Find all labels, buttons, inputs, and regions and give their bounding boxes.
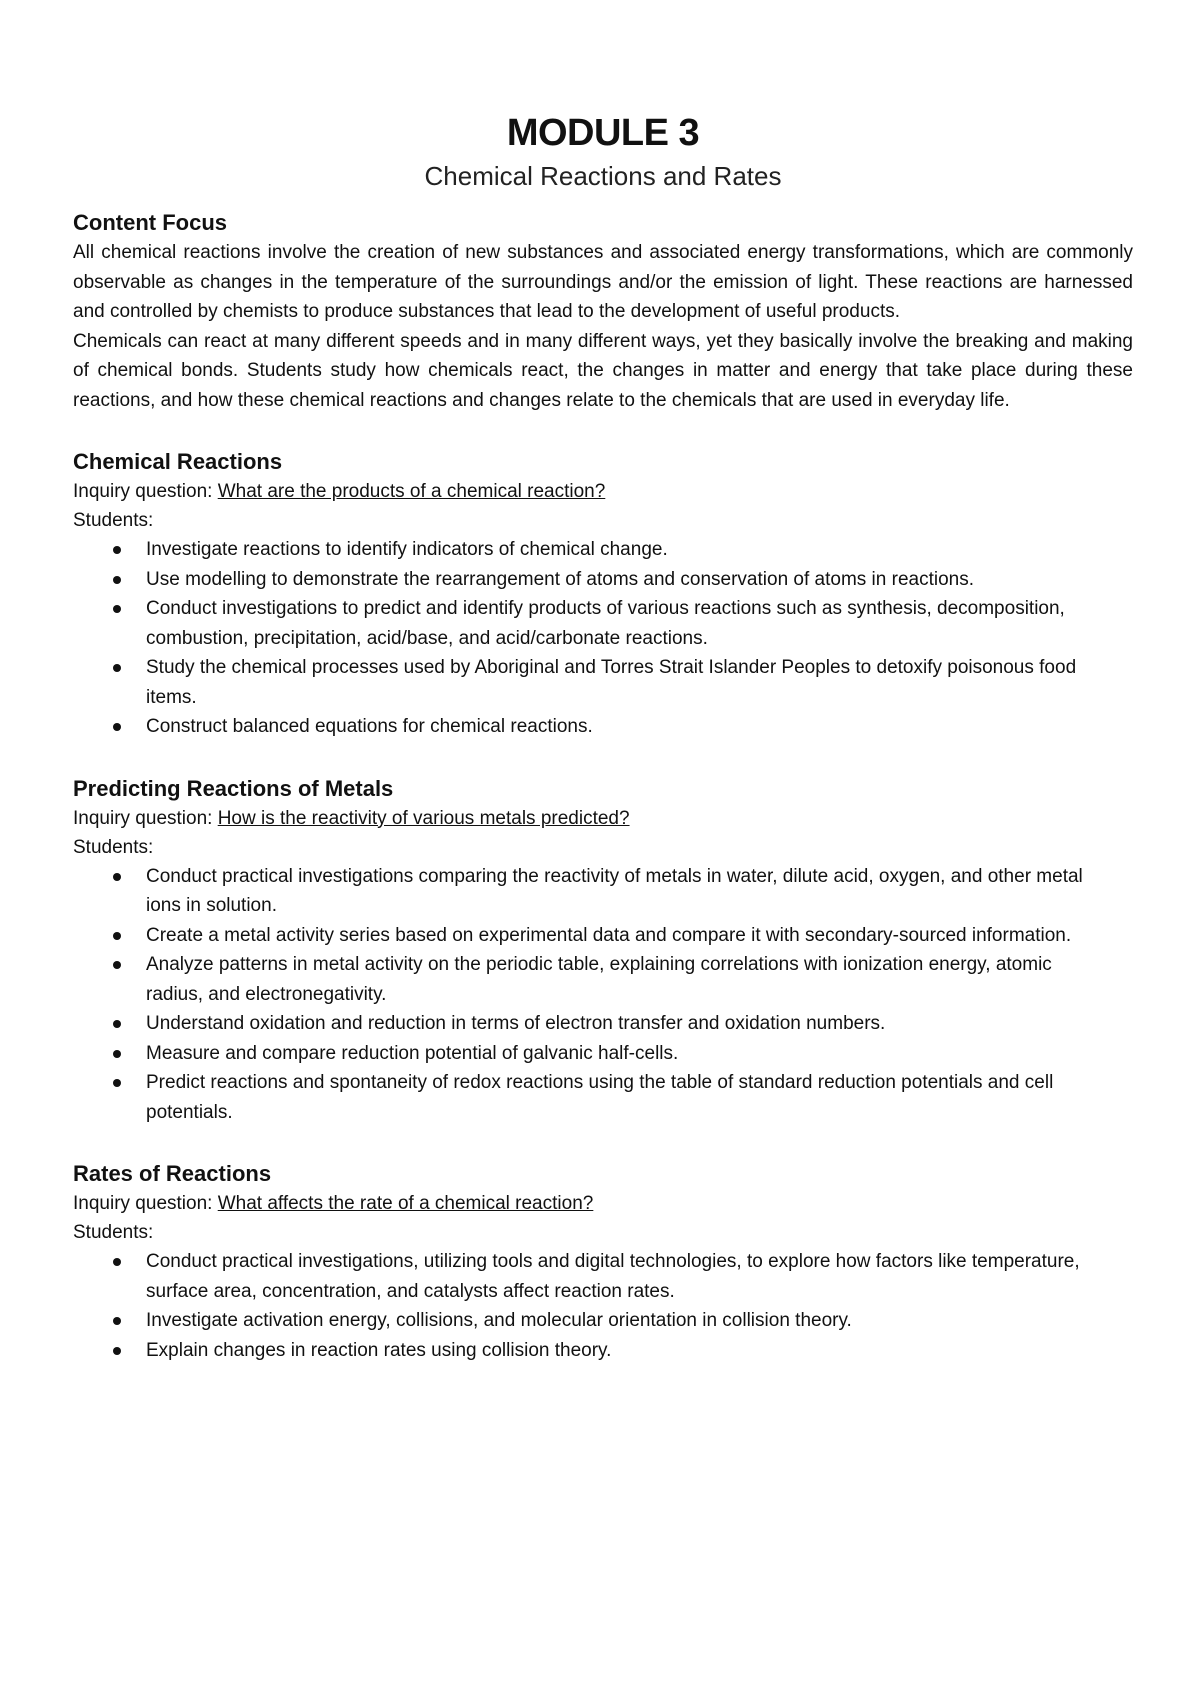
inquiry-label: Inquiry question: — [73, 807, 218, 829]
section-chemical-reactions — [73, 447, 1133, 742]
list-item: Construct balanced equations for chemical reactions. — [146, 712, 1133, 742]
section-predicting-reactions-of-metals — [73, 774, 1133, 1128]
inquiry-question: How is the reactivity of various metals predicted? — [217, 807, 630, 829]
list-item: Measure and compare reduction potential of galvanic half-cells. — [146, 1039, 1133, 1069]
inquiry-line — [73, 1189, 1133, 1218]
content-focus-heading: Content Focus — [73, 210, 227, 235]
list-item: Conduct investigations to predict and identify products of various reactions such as synthesis, decomposition, combustion, precipitation, acid/base, and acid/carbonate reactions. — [146, 594, 1133, 653]
list-item: Predict reactions and spontaneity of redox reactions using the table of standard reduction potentials and cell potentials. — [146, 1068, 1133, 1127]
list-item: Investigate activation energy, collisions, and molecular orientation in collision theory. — [146, 1306, 1133, 1336]
section-heading: Chemical Reactions — [73, 449, 283, 474]
inquiry-line — [73, 477, 1133, 506]
list-item: Explain changes in reaction rates using collision theory. — [146, 1336, 1133, 1366]
bullet-list — [73, 1247, 1133, 1365]
inquiry-question: What affects the rate of a chemical reaction? — [217, 1193, 594, 1214]
list-item: Understand oxidation and reduction in terms of electron transfer and oxidation numbers. — [146, 1009, 1133, 1039]
list-item: Use modelling to demonstrate the rearrangement of atoms and conservation of atoms in reactions. — [146, 565, 1133, 595]
list-item: Analyze patterns in metal activity on the periodic table, explaining correlations with ionization energy, atomic radius, and electronegativity. — [146, 950, 1133, 1009]
list-item: Conduct practical investigations comparing the reactivity of metals in water, dilute acid, oxygen, and other metal ions in solution. — [146, 862, 1133, 921]
content-focus-paragraph: Chemicals can react at many different speeds and in many different ways, yet they basically involve the breaking and making of chemical bonds. Students study how chemicals react, the changes in matter and energy that take place during these reactions, and how these chemical reactions and changes relate to the chemicals that are used in everyday life. — [73, 330, 1133, 411]
inquiry-question: What are the products of a chemical reaction? — [217, 481, 606, 502]
bullet-list — [73, 535, 1133, 742]
document-page — [73, 108, 1133, 1365]
section-rates-of-reactions — [73, 1159, 1133, 1365]
page-title: MODULE 3 — [506, 112, 700, 154]
section-heading: Predicting Reactions of Metals — [73, 775, 394, 801]
list-item: Study the chemical processes used by Aboriginal and Torres Strait Islander Peoples to detoxify poisonous food items. — [146, 653, 1133, 712]
content-focus-paragraph: All chemical reactions involve the creation of new substances and associated energy transformations, which are commonly observable as changes in the temperature of the surroundings and/or the emission of light. These reactions are harnessed and controlled by chemists to produce substances that lead to the development of useful products. — [73, 242, 1133, 322]
inquiry-line — [73, 804, 1133, 833]
students-label: Students: — [73, 836, 154, 858]
content-focus-section — [73, 208, 1133, 415]
list-item: Create a metal activity series based on experimental data and compare it with secondary-sourced information. — [146, 921, 1133, 951]
inquiry-label: Inquiry question: — [73, 481, 218, 502]
bullet-list — [73, 862, 1133, 1128]
page-subtitle: Chemical Reactions and Rates — [424, 161, 782, 191]
list-item: Investigate reactions to identify indicators of chemical change. — [146, 535, 1133, 565]
students-label: Students: — [73, 510, 154, 531]
students-label: Students: — [73, 1222, 154, 1243]
list-item: Conduct practical investigations, utilizing tools and digital technologies, to explore how factors like temperature, surface area, concentration, and catalysts affect reaction rates. — [146, 1247, 1133, 1306]
section-heading: Rates of Reactions — [73, 1161, 272, 1186]
inquiry-label: Inquiry question: — [73, 1193, 218, 1214]
